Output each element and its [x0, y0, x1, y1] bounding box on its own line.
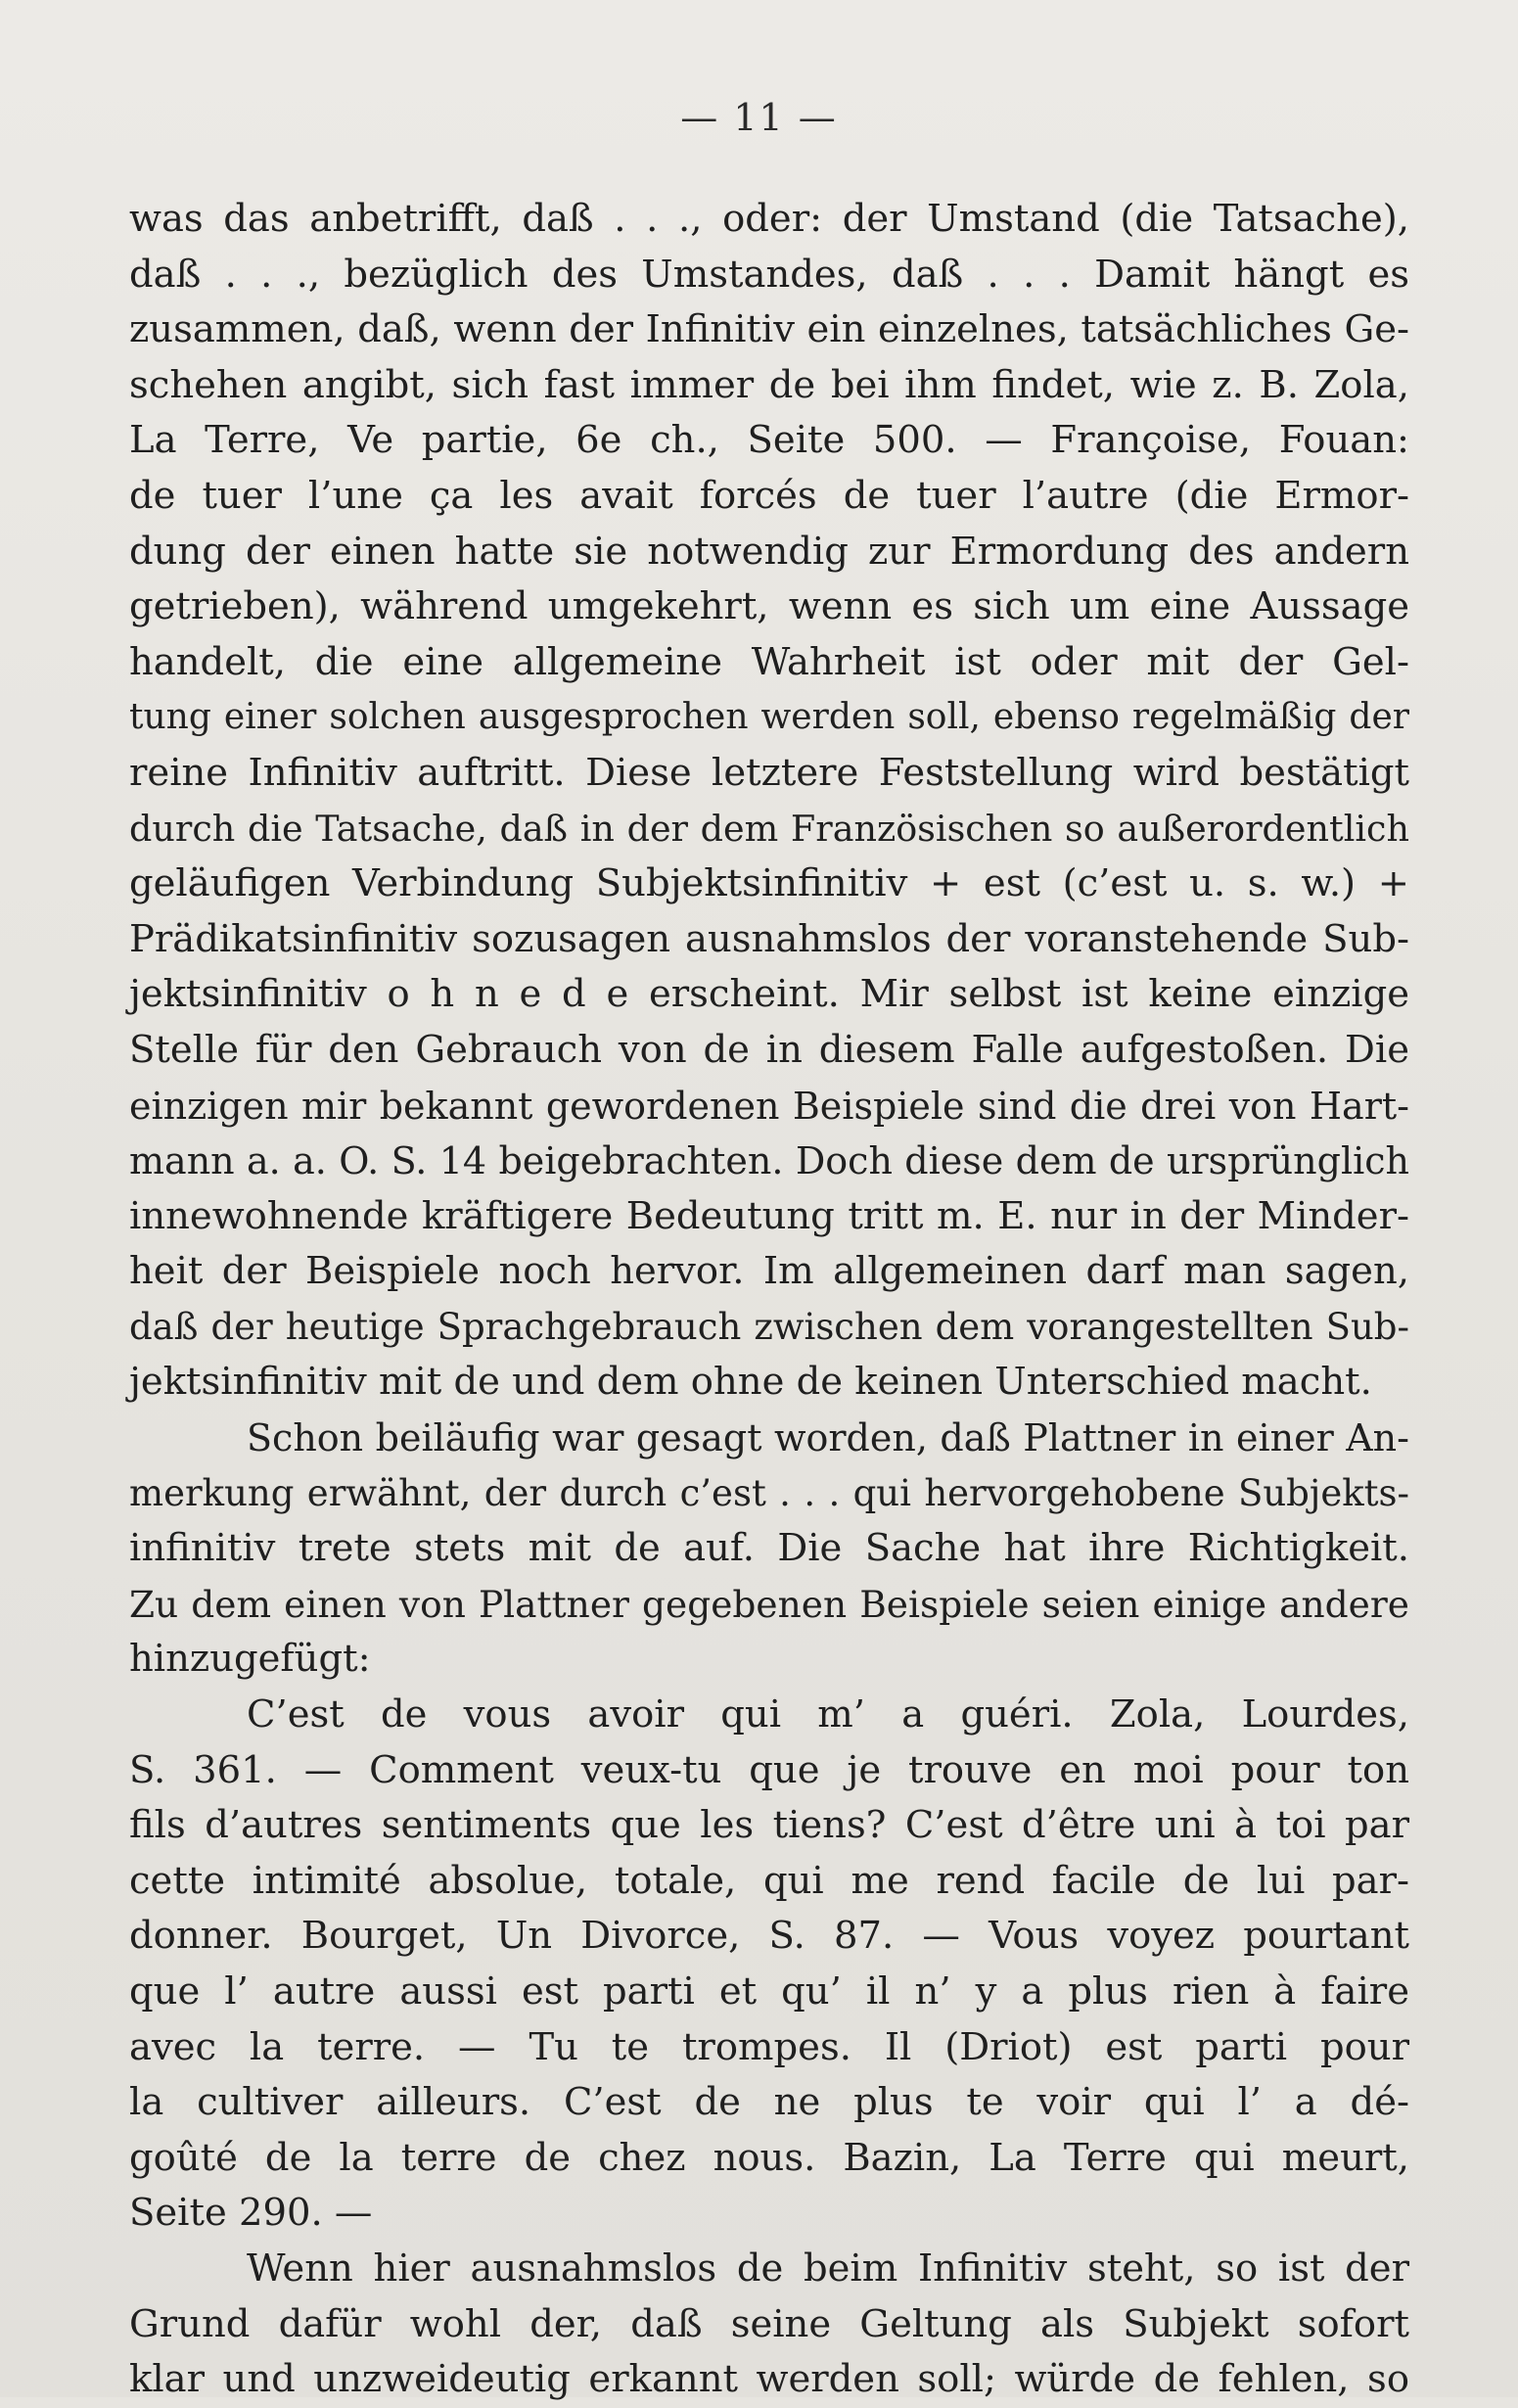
text-line: daß der heutige Sprachgebrauch zwischen dem vorangestellten Sub- [129, 1305, 1409, 1348]
text-line: La Terre, Ve partie, 6e ch., Seite 500. — Françoise, Fouan: [129, 418, 1409, 463]
text-line: zusammen, daß, wenn der Infinitiv ein einzelnes, tatsächliches Ge- [129, 307, 1409, 352]
text-line: Grund dafür wohl der, daß seine Geltung als Subjekt sofort [129, 2301, 1409, 2346]
text-line: klar und unzweideutig erkannt werden soll; würde de fehlen, so [129, 2357, 1409, 2402]
text-line: tung einer solchen ausgesprochen werden soll, ebenso regelmäßig der [129, 697, 1409, 738]
text-line: was das anbetrifft, daß . . ., oder: der Umstand (die Tatsache), [129, 197, 1409, 241]
text-line: C’est de vous avoir qui m’ a guéri. Zola, Lourdes, [247, 1692, 1409, 1737]
text-line: que l’ autre aussi est parti et qu’ il n’ y a plus rien à faire [129, 1969, 1409, 2014]
text-line: donner. Bourget, Un Divorce, S. 87. — Vous voyez pourtant [129, 1914, 1409, 1959]
body-text [129, 192, 1409, 2408]
page-number: — 11 — [680, 96, 838, 139]
text-line: mann a. a. O. S. 14 beigebrachten. Doch diese dem de ursprünglich [129, 1139, 1409, 1183]
text-line: heit der Beispiele noch hervor. Im allgemeinen darf man sagen, [129, 1249, 1409, 1294]
text-line: durch die Tatsache, daß in der dem Französischen so außerordentlich [129, 807, 1409, 850]
text-line: reine Infinitiv auftritt. Diese letztere Feststellung wird bestätigt [129, 750, 1409, 795]
text-line: dung der einen hatte sie notwendig zur Ermordung des andern [129, 529, 1409, 574]
text-line: jektsinfinitiv mit de und dem ohne de keinen Unterschied macht. [129, 1360, 1372, 1405]
text-line: handelt, die eine allgemeine Wahrheit ist oder mit der Gel- [129, 639, 1409, 684]
text-line: fils d’autres sentiments que les tiens? C’est d’être uni à toi par [129, 1803, 1409, 1848]
text-line: daß . . ., bezüglich des Umstandes, daß . . . Damit hängt es [129, 252, 1409, 297]
text-line: Wenn hier ausnahmslos de beim Infinitiv steht, so ist der [247, 2246, 1409, 2291]
text-line: geläufigen Verbindung Subjektsinfinitiv + est (c’est u. s. w.) + [129, 861, 1409, 906]
text-line: schehen angibt, sich fast immer de bei ihm findet, wie z. B. Zola, [129, 362, 1409, 407]
text-line: Zu dem einen von Plattner gegebenen Beispiele seien einige andere [129, 1582, 1409, 1626]
text-line: S. 361. — Comment veux-tu que je trouve en moi pour ton [129, 1747, 1409, 1792]
text-line: Prädikatsinfinitiv sozusagen ausnahmslos der voranstehende Sub- [129, 916, 1409, 961]
text-line: einzigen mir bekannt gewordenen Beispiele sind die drei von Hart- [129, 1084, 1409, 1128]
text-line: la cultiver ailleurs. C’est de ne plus te voir qui l’ a dé- [129, 2080, 1409, 2125]
text-line: hinzugefügt: [129, 1637, 371, 1682]
text-line: jektsinfinitiv o h n e d e erscheint. Mir selbst ist keine einzige [129, 972, 1409, 1017]
text-line: avec la terre. — Tu te trompes. Il (Driot) est parti pour [129, 2024, 1409, 2069]
text-line: Seite 290. — [129, 2191, 373, 2236]
text-line: de tuer l’une ça les avait forcés de tuer l’autre (die Ermor- [129, 473, 1409, 518]
text-line: innewohnende kräftigere Bedeutung tritt m. E. nur in der Minder- [129, 1193, 1409, 1238]
text-line: Stelle für den Gebrauch von de in diesem Falle aufgestoßen. Die [129, 1027, 1409, 1072]
text-line: Schon beiläufig war gesagt worden, daß Plattner in einer An- [247, 1416, 1409, 1460]
text-line: cette intimité absolue, totale, qui me rend facile de lui par- [129, 1858, 1409, 1903]
text-line: merkung erwähnt, der durch c’est . . . qui hervorgehobene Subjekts- [129, 1471, 1409, 1514]
text-line: getrieben), während umgekehrt, wenn es sich um eine Aussage [129, 584, 1409, 629]
text-line: infinitiv trete stets mit de auf. Die Sache hat ihre Richtigkeit. [129, 1526, 1409, 1571]
text-line: goûté de la terre de chez nous. Bazin, La Terre qui meurt, [129, 2135, 1409, 2180]
